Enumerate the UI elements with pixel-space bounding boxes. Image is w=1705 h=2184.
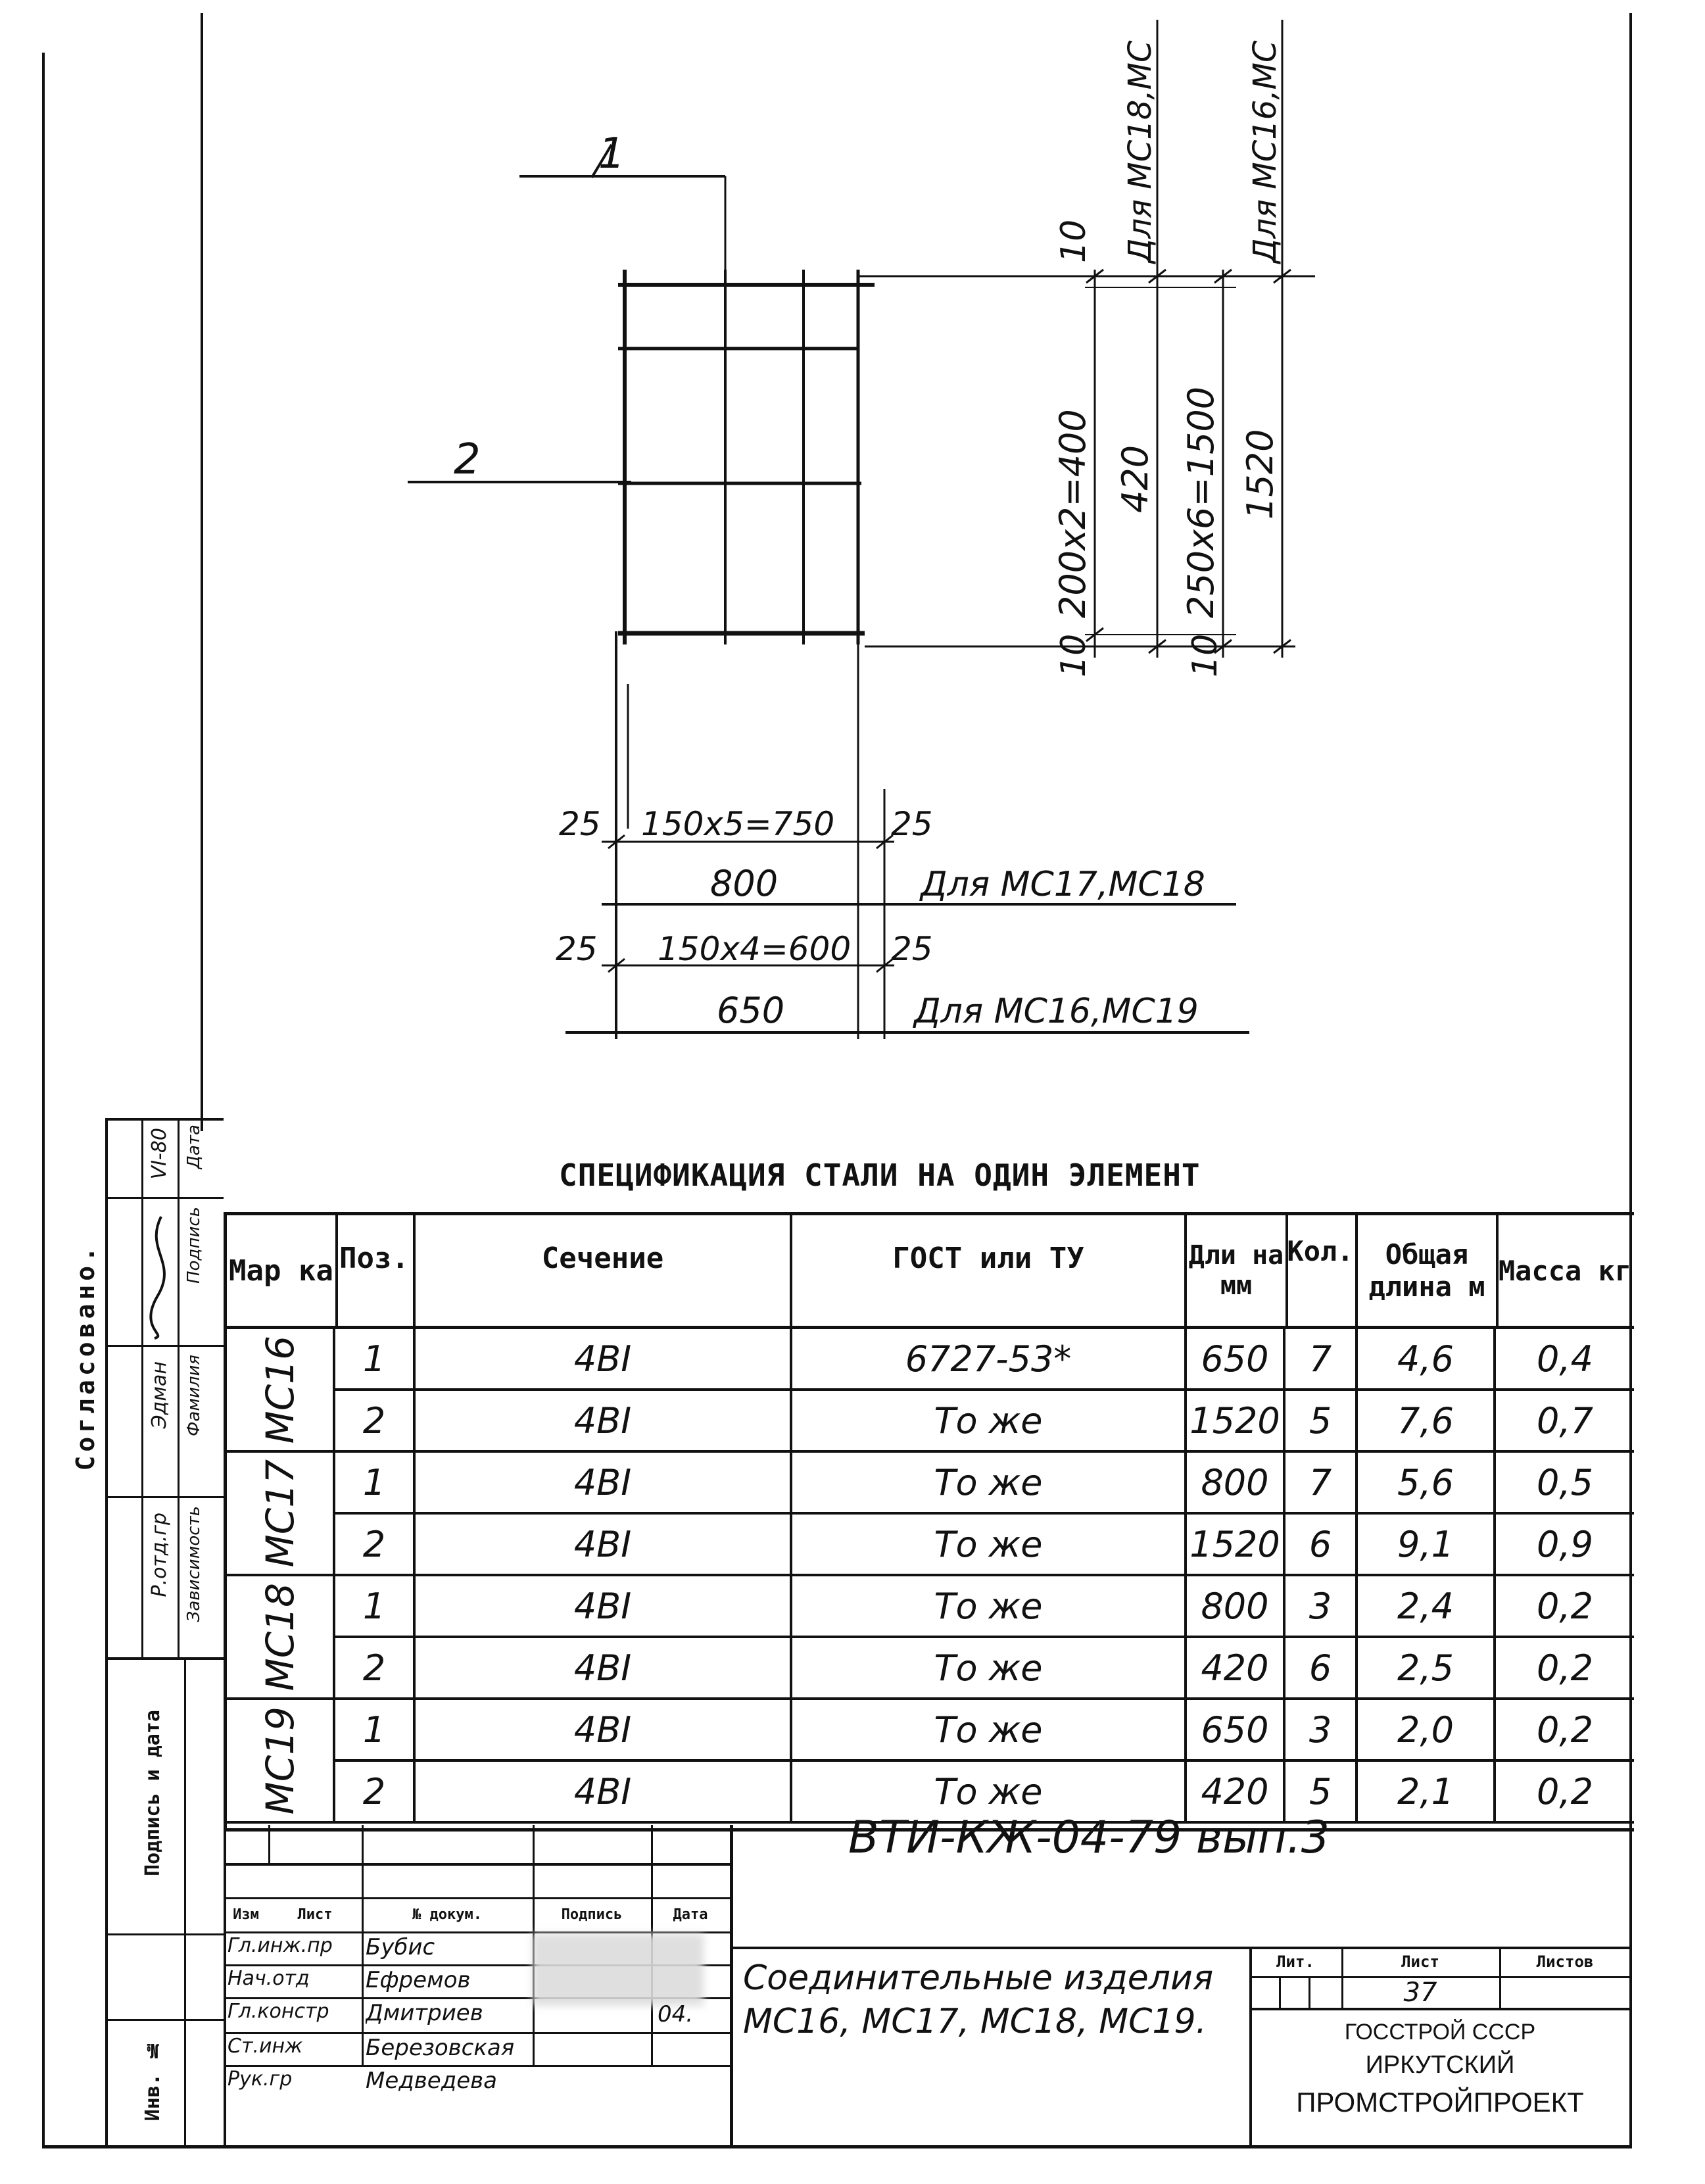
- stamp-header-list: Лист: [297, 1906, 333, 1923]
- stamp-sheets-label: Листов: [1536, 1952, 1594, 1971]
- spec-cell-total: 7,6: [1358, 1391, 1496, 1453]
- spec-cell-total: 2,5: [1358, 1638, 1496, 1700]
- side-date-value: VI-80: [148, 1128, 171, 1180]
- stamp-person-name: Березовская: [366, 2035, 515, 2061]
- stamp-person-name: Ефремов: [366, 1967, 471, 1993]
- spec-row: [227, 1453, 1634, 1515]
- side-agreed-label: Согласовано.: [71, 1243, 100, 1471]
- spec-cell-total: 2,4: [1358, 1576, 1496, 1638]
- spec-cell-len: 1520: [1187, 1391, 1285, 1453]
- spec-cell-gost: То же: [792, 1453, 1187, 1515]
- spec-cell-qty: 6: [1285, 1638, 1358, 1700]
- spec-cell-mass: 0,7: [1496, 1391, 1634, 1453]
- spec-cell-section: 4BI: [416, 1638, 792, 1700]
- side-approval-stamp: [66, 1118, 224, 2150]
- stamp-person-role: Рук.гр: [228, 2068, 293, 2091]
- spec-cell-len: 420: [1187, 1638, 1285, 1700]
- spec-row: [227, 1515, 1634, 1576]
- spec-cell-qty: 5: [1285, 1762, 1358, 1824]
- header-section: Сечение: [416, 1215, 792, 1326]
- stamp-person-role: Гл.констр: [228, 2000, 329, 2023]
- org-line-3: ПРОМСТРОЙПРОЕКТ: [1296, 2087, 1584, 2118]
- spec-cell-mass: 0,2: [1496, 1700, 1634, 1762]
- spec-cell-mass: 0,2: [1496, 1576, 1634, 1638]
- spec-cell-pos: 1: [335, 1453, 416, 1515]
- dim-25-d: 25: [891, 930, 933, 968]
- spec-body: [227, 1329, 1634, 1825]
- spec-cell-mass: 0,9: [1496, 1515, 1634, 1576]
- spec-cell-qty: 7: [1285, 1453, 1358, 1515]
- label-for-mc16-mc19: Для МС16,МС19: [914, 992, 1199, 1031]
- side-dept-header: Зависимость: [184, 1506, 204, 1622]
- spec-cell-section: 4BI: [416, 1453, 792, 1515]
- spec-mark-label: МС16: [257, 1335, 302, 1444]
- stamp-person-role: Нач.отд: [228, 1967, 310, 1990]
- spec-header-row: [227, 1215, 1634, 1329]
- spec-cell-len: 1520: [1187, 1515, 1285, 1576]
- dim-150x5: 150x5=750: [641, 805, 835, 843]
- spec-title: СПЕЦИФИКАЦИЯ СТАЛИ НА ОДИН ЭЛЕМЕНТ: [559, 1157, 1201, 1193]
- header-pos: Поз.: [335, 1215, 416, 1326]
- stamp-sheet-number: 37: [1403, 1978, 1437, 2008]
- dim-bottom-10a: 10: [1054, 633, 1093, 677]
- side-date-header: Дата: [184, 1125, 204, 1169]
- spec-cell-gost: То же: [792, 1576, 1187, 1638]
- document-title: Соединительные изделия МС16, МС17, МС18, МС19.: [743, 1958, 1214, 2041]
- dim-650: 650: [717, 990, 785, 1031]
- stamp-header-sign: Подпись: [561, 1906, 623, 1923]
- spec-cell-section: 4BI: [416, 1762, 792, 1824]
- spec-cell-gost: То же: [792, 1700, 1187, 1762]
- dim-1520: 1520: [1239, 429, 1281, 520]
- side-sign-header: Подпись: [184, 1207, 204, 1284]
- stamp-sheet-label: Лист: [1401, 1952, 1439, 1971]
- org-line-1: ГОССТРОЙ СССР: [1344, 2020, 1536, 2045]
- spec-row: [227, 1329, 1634, 1391]
- side-dept-value: Р.отд.гр: [148, 1513, 171, 1597]
- label-for-mc17-mc18: Для МС17,МС18: [921, 865, 1205, 904]
- title-block: [224, 1812, 1631, 2147]
- spec-cell-total: 2,0: [1358, 1700, 1496, 1762]
- spec-row: [227, 1638, 1634, 1700]
- spec-cell-pos: 1: [335, 1700, 416, 1762]
- document-code: ВТИ-КЖ-04-79 вып.3: [848, 1812, 1330, 1864]
- dim-25-a: 25: [559, 805, 601, 843]
- spec-cell-qty: 5: [1285, 1391, 1358, 1453]
- spec-cell-mass: 0,2: [1496, 1638, 1634, 1700]
- signature-redaction: [533, 1933, 704, 2006]
- spec-cell-mass: 0,2: [1496, 1762, 1634, 1824]
- spec-cell-qty: 6: [1285, 1515, 1358, 1576]
- spec-cell-pos: 2: [335, 1515, 416, 1576]
- spec-cell-gost: То же: [792, 1638, 1187, 1700]
- spec-cell-len: 650: [1187, 1329, 1285, 1391]
- header-mark: Мар ка: [227, 1215, 338, 1326]
- spec-table: [224, 1212, 1634, 1832]
- spec-cell-pos: 2: [335, 1762, 416, 1824]
- stamp-date-fragment: 04.: [658, 2001, 694, 2027]
- spec-cell-mass: 0,4: [1496, 1329, 1634, 1391]
- side-signature: [138, 1210, 184, 1342]
- spec-mark-label: МС19: [257, 1706, 302, 1815]
- spec-cell-section: 4BI: [416, 1391, 792, 1453]
- spec-cell-mass: 0,5: [1496, 1453, 1634, 1515]
- dim-top-10: 10: [1054, 219, 1093, 263]
- side-name-header: Фамилия: [184, 1355, 204, 1436]
- header-total-length: Общая длина м: [1358, 1215, 1499, 1326]
- stamp-person-role: Гл.инж.пр: [228, 1934, 333, 1957]
- callout-2-label: 2: [454, 435, 481, 484]
- stamp-header-date: Дата: [673, 1906, 708, 1923]
- spec-row: [227, 1391, 1634, 1453]
- stamp-header-doc: № докум.: [412, 1906, 482, 1923]
- stamp-header-izm: Изм: [233, 1906, 259, 1923]
- header-qty: Кол.: [1285, 1215, 1358, 1326]
- stamp-person-name: Медведева: [366, 2068, 498, 2094]
- side-podpis-data: Подпись и дата: [141, 1710, 164, 1876]
- spec-cell-total: 4,6: [1358, 1329, 1496, 1391]
- dim-25-c: 25: [556, 930, 598, 968]
- header-length: Дли на мм: [1187, 1215, 1288, 1326]
- side-name-value: Эдман: [148, 1361, 171, 1429]
- spec-cell-gost: То же: [792, 1515, 1187, 1576]
- spec-cell-qty: 3: [1285, 1576, 1358, 1638]
- spec-cell-pos: 2: [335, 1391, 416, 1453]
- spec-mark-label: МС18: [257, 1582, 302, 1691]
- spec-cell-len: 800: [1187, 1576, 1285, 1638]
- spec-row: [227, 1576, 1634, 1638]
- spec-mark-label: МС17: [257, 1459, 302, 1568]
- spec-cell-qty: 3: [1285, 1700, 1358, 1762]
- spec-cell-total: 9,1: [1358, 1515, 1496, 1576]
- spec-cell-len: 420: [1187, 1762, 1285, 1824]
- label-for-mc18: Для МС18,МС: [1122, 40, 1159, 263]
- dim-420: 420: [1115, 445, 1156, 513]
- dim-25-b: 25: [891, 805, 933, 843]
- stamp-person-role: Ст.инж: [228, 2035, 303, 2058]
- spec-cell-len: 650: [1187, 1700, 1285, 1762]
- side-inv-number: Инв. №: [141, 2039, 164, 2122]
- revision-grid: [224, 1825, 733, 2147]
- spec-row: [227, 1700, 1634, 1762]
- spec-cell-pos: 2: [335, 1638, 416, 1700]
- spec-cell-section: 4BI: [416, 1576, 792, 1638]
- dim-150x4: 150x4=600: [658, 930, 852, 968]
- dim-800: 800: [710, 863, 779, 904]
- spec-cell-total: 2,1: [1358, 1762, 1496, 1824]
- spec-cell-gost: То же: [792, 1391, 1187, 1453]
- spec-cell-len: 800: [1187, 1453, 1285, 1515]
- spec-cell-section: 4BI: [416, 1329, 792, 1391]
- spec-cell-section: 4BI: [416, 1700, 792, 1762]
- spec-cell-pos: 1: [335, 1329, 416, 1391]
- dim-250x6: 250x6=1500: [1180, 386, 1222, 618]
- stamp-person-name: Бубис: [366, 1934, 435, 1960]
- spec-cell-qty: 7: [1285, 1329, 1358, 1391]
- dim-bottom-10b: 10: [1186, 633, 1225, 677]
- stamp-lit-label: Лит.: [1276, 1952, 1314, 1971]
- label-for-mc16: Для МС16,МС: [1247, 40, 1284, 263]
- dim-200x2: 200x2=400: [1052, 409, 1093, 618]
- spec-cell-total: 5,6: [1358, 1453, 1496, 1515]
- spec-cell-gost: 6727-53*: [792, 1329, 1187, 1391]
- callout-1-label: 1: [598, 130, 625, 178]
- header-gost: ГОСТ или ТУ: [792, 1215, 1187, 1326]
- org-line-2: ИРКУТСКИЙ: [1365, 2051, 1515, 2079]
- spec-cell-gost: То же: [792, 1762, 1187, 1824]
- spec-cell-pos: 1: [335, 1576, 416, 1638]
- stamp-person-name: Дмитриев: [366, 2000, 483, 2026]
- spec-cell-section: 4BI: [416, 1515, 792, 1576]
- header-mass: Масса кг: [1498, 1254, 1632, 1287]
